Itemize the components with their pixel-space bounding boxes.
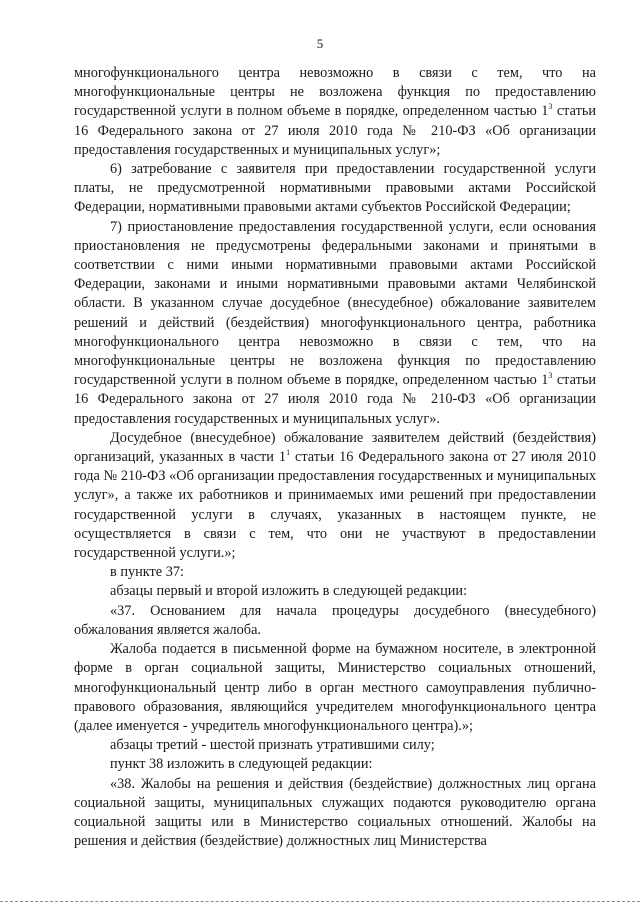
paragraph-point-38	[74, 755, 596, 774]
scan-edge-line	[0, 901, 640, 902]
paragraph-amend-instruction	[74, 582, 596, 601]
paragraph-text: «38. Жалобы на решения и действия (бездействие) должностных лиц органа социальной защиты, муниципальных служащих подаются руководителю органа социальной защиты или в Министерство социальных отношений. Жалобы на решения и действия (бездействие) должностных лиц Министерства	[74, 775, 596, 850]
paragraph-item-6	[74, 160, 596, 218]
paragraph-pretrial-appeal	[74, 429, 596, 563]
paragraph-text: «37. Основанием для начала процедуры досудебного (внесудебного) обжалования является жалоба.	[74, 602, 596, 638]
paragraph-text: абзацы первый и второй изложить в следующей редакции:	[110, 583, 468, 600]
paragraph-repeal	[74, 736, 596, 755]
paragraph-continuation	[74, 64, 596, 160]
paragraph-point-37	[74, 563, 596, 582]
paragraph-text: абзацы третий - шестой признать утратившими силу;	[110, 737, 435, 754]
paragraph-text: в пункте 37:	[110, 564, 184, 581]
paragraph-text: статьи 16 Федерального закона от 27 июля 2010 года № 210-ФЗ «Об организации предоставления государственных и муниципальных услуг», а также их работников и принимаемых ими решений при предоставлении государственной услуги в случаях, указанных в настоящем пункте, не осуществляется в связи с тем, что они не участвуют в предоставлении государственной услуги.»;	[74, 449, 596, 562]
paragraph-text: пункт 38 изложить в следующей редакции:	[110, 756, 373, 773]
paragraph-text: 6) затребование с заявителя при предоставлении государственной услуги платы, не предусмотренной нормативными правовыми актами Российской Федерации, нормативными правовыми актами субъектов Российской Федерации;	[74, 161, 596, 216]
paragraph-text: многофункционального центра невозможно в связи с тем, что на многофункциональные центры не возложена функция по предоставлению государственной услуги в полном объеме в порядке, определенном частью 1	[74, 65, 596, 120]
paragraph-38-text	[74, 775, 596, 852]
superscript: 3	[548, 102, 553, 112]
paragraph-complaint-form	[74, 640, 596, 736]
superscript: 1	[286, 448, 291, 458]
paragraph-37-text	[74, 602, 596, 640]
document-body	[74, 64, 596, 851]
superscript: 3	[548, 371, 553, 381]
paragraph-text: статьи 16 Федерального закона от 27 июля 2010 года № 210-ФЗ «Об организации предоставления государственных и муниципальных услуг»;	[74, 103, 596, 158]
page-number: 5	[316, 36, 324, 51]
paragraph-item-7	[74, 218, 596, 429]
paragraph-text: 7) приостановление предоставления государственной услуги, если основания приостановления не предусмотрены федеральными законами и принятыми в соответствии с ними иными нормативными правовыми актами Российской Федерации, законами и иными нормативными правовыми актами Челябинской области. В указанном случае досудебное (внесудебное) обжалование заявителем решений и действий (бездействия) многофункционального центра, работника многофункционального центра невозможно в связи с тем, что на многофункциональные центры не возложена функция по предоставлению государственной услуги в полном объеме в порядке, определенном частью 1	[74, 218, 596, 389]
paragraph-text: Досудебное (внесудебное) обжалование заявителем действий (бездействия) организаций, указанных в части 1	[74, 429, 596, 466]
paragraph-text: Жалоба подается в письменной форме на бумажном носителе, в электронной форме в орган социальной защиты, Министерство социальных отношений, многофункциональный центр либо в орган местного самоуправления публично-правового образования, являющийся учредителем многофункционального центра (далее именуется - учредитель многофункционального центра).»;	[74, 641, 596, 734]
paragraph-text: статьи 16 Федерального закона от 27 июля 2010 года № 210-ФЗ «Об организации предоставления государственных и муниципальных услуг».	[74, 372, 596, 427]
